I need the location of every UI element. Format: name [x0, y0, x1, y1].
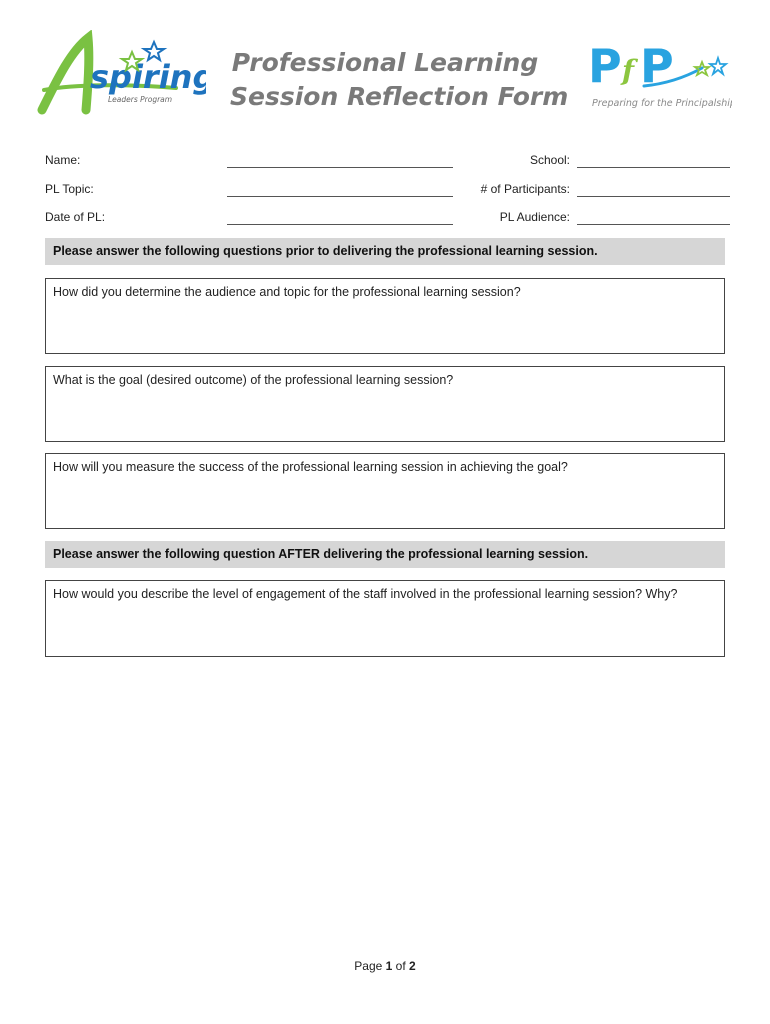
logo-tagline: Preparing for the Principalship	[592, 98, 732, 109]
after-section-heading: Please answer the following question AFTER delivering the professional learning session.	[45, 541, 725, 568]
form-title	[230, 46, 569, 114]
question-box-measure-success[interactable]	[45, 453, 725, 529]
logo-p1: P	[588, 39, 622, 93]
aspiring-logo	[36, 30, 206, 118]
logo-subtext: Leaders Program	[108, 95, 173, 104]
aspiring-logo-graphic	[36, 30, 206, 118]
pfp-logo	[584, 28, 732, 116]
date-of-pl-label: Date of PL:	[45, 210, 106, 224]
pl-topic-label: PL Topic:	[45, 182, 94, 196]
pl-topic-field[interactable]	[227, 196, 453, 197]
page-total: 2	[409, 959, 416, 973]
page-word: Page	[354, 959, 383, 973]
form-title-line1: Professional Learning	[231, 48, 539, 77]
of-word: of	[395, 959, 406, 973]
pfp-logo-graphic	[584, 28, 732, 116]
logo-a-stroke	[42, 38, 89, 110]
date-of-pl-field[interactable]	[227, 224, 453, 225]
question-engagement: How would you describe the level of engagement of the staff involved in the professional learning session? Why?	[53, 587, 678, 601]
logo-f: f	[622, 54, 635, 87]
pl-audience-label: PL Audience:	[499, 210, 570, 224]
question-goal: What is the goal (desired outcome) of the professional learning session?	[53, 373, 454, 387]
logo-p2: P	[640, 39, 674, 93]
participants-field[interactable]	[577, 196, 730, 197]
question-box-goal[interactable]	[45, 366, 725, 442]
name-label: Name:	[45, 153, 81, 167]
name-field[interactable]	[227, 167, 453, 168]
question-box-audience-topic[interactable]	[45, 278, 725, 354]
pl-audience-field[interactable]	[577, 224, 730, 225]
page-number	[0, 959, 770, 973]
blue-star-icon-right	[710, 58, 726, 74]
logo-spiring-text: spiring	[90, 58, 206, 96]
school-field[interactable]	[577, 167, 730, 168]
school-label: School:	[529, 153, 570, 167]
question-box-engagement[interactable]	[45, 580, 725, 657]
question-audience-topic: How did you determine the audience and topic for the professional learning session?	[53, 285, 521, 299]
question-measure-success: How will you measure the success of the professional learning session in achieving the goal?	[53, 460, 568, 474]
participants-label: # of Participants:	[480, 182, 570, 196]
form-title-line2: Session Reflection Form	[230, 82, 569, 111]
before-section-heading: Please answer the following questions prior to delivering the professional learning session.	[45, 238, 725, 265]
page-current: 1	[385, 959, 393, 973]
